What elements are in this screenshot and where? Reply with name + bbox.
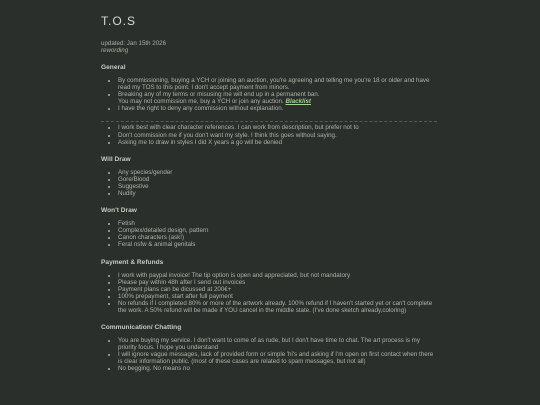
list-item-text: You may not commission me, buy a YCH or join any auction. <box>118 98 284 106</box>
list-item: • I will ignore vague messages, lack of provided form or simple 'hi's and asking if I'm open on first contact when there is clear information public. (most of these cases are related to spam messages, but not all) <box>118 351 437 365</box>
list-item: • I work with paypal invoice! The tip option is open and appreciated, but not mandatory <box>118 272 437 279</box>
page-subtitle: rewording <box>101 47 129 54</box>
payment-list <box>101 272 437 315</box>
section-heading-communication: Communication/ Chatting <box>101 324 182 332</box>
updated-date: updated: Jan 15th 2026 <box>101 40 167 47</box>
list-item: • I have the right to deny any commission without explanation. <box>118 105 437 112</box>
section-heading-general: General <box>101 64 126 71</box>
list-item: • Nudity <box>118 190 437 197</box>
list-item: • Gore/Blood <box>118 176 437 183</box>
list-item: • Fetish <box>118 220 437 227</box>
general-list <box>101 77 437 112</box>
list-item: • You are buying my service. I don't want to come of as rude, but I don't have time to chat. The art process is my priority focus. I hope you understand <box>118 337 437 351</box>
list-item: • By commissioning, buying a YCH or joining an auction, you're agreeing and telling me you're 18 or older and have read my TOS to this point. I don't accept payment from minors. <box>118 77 437 91</box>
list-item: • Feral nsfw & animal genitals <box>118 241 437 248</box>
section-heading-wont-draw: Won't Draw <box>101 207 137 215</box>
list-item: • Canon characters (ask!) <box>118 234 437 241</box>
list-item: • Asking me to draw in styles I did X years a go will be denied <box>118 139 437 146</box>
list-item: • I work best with clear character references. I can work from description, but prefer not to <box>118 124 437 131</box>
list-item: • Any species/gender <box>118 169 437 176</box>
section-heading-payment: Payment & Refunds <box>101 258 164 266</box>
section-heading-will-draw: Will Draw <box>101 155 131 163</box>
list-item-text: Breaking any of my terms or misusing me will end up in a permanent ban. <box>118 91 320 99</box>
list-item: • Suggestive <box>118 183 437 190</box>
tos-content <box>101 10 437 373</box>
list-item: • 100% prepayment, start after full payment <box>118 293 437 300</box>
blacklist-link[interactable]: Blacklist <box>285 98 311 106</box>
will-draw-list <box>101 169 437 197</box>
list-item <box>118 91 437 105</box>
list-item: • No refunds if I completed 80% or more of the artwork already. 100% refund if I haven't started yet or can't complete the work. A 50% refund will be made if YOU cancel in the middle state. (I've done sketch already,coloring) <box>118 300 437 314</box>
divider <box>101 121 437 122</box>
list-item: • Complex/detailed design, pattern <box>118 227 437 234</box>
communication-list <box>101 337 437 372</box>
general-list-2 <box>101 124 437 145</box>
list-item: • Please pay within 48h after I send out invoices <box>118 279 437 286</box>
page-title: T.O.S <box>101 14 137 28</box>
list-item: • Don't commission me if you don't want my style. I think this goes without saying. <box>118 132 437 139</box>
list-item: • Payment plans can be dicussed at 200€+ <box>118 286 437 293</box>
wont-draw-list <box>101 220 437 248</box>
list-item: • No begging. No means no <box>118 365 437 372</box>
